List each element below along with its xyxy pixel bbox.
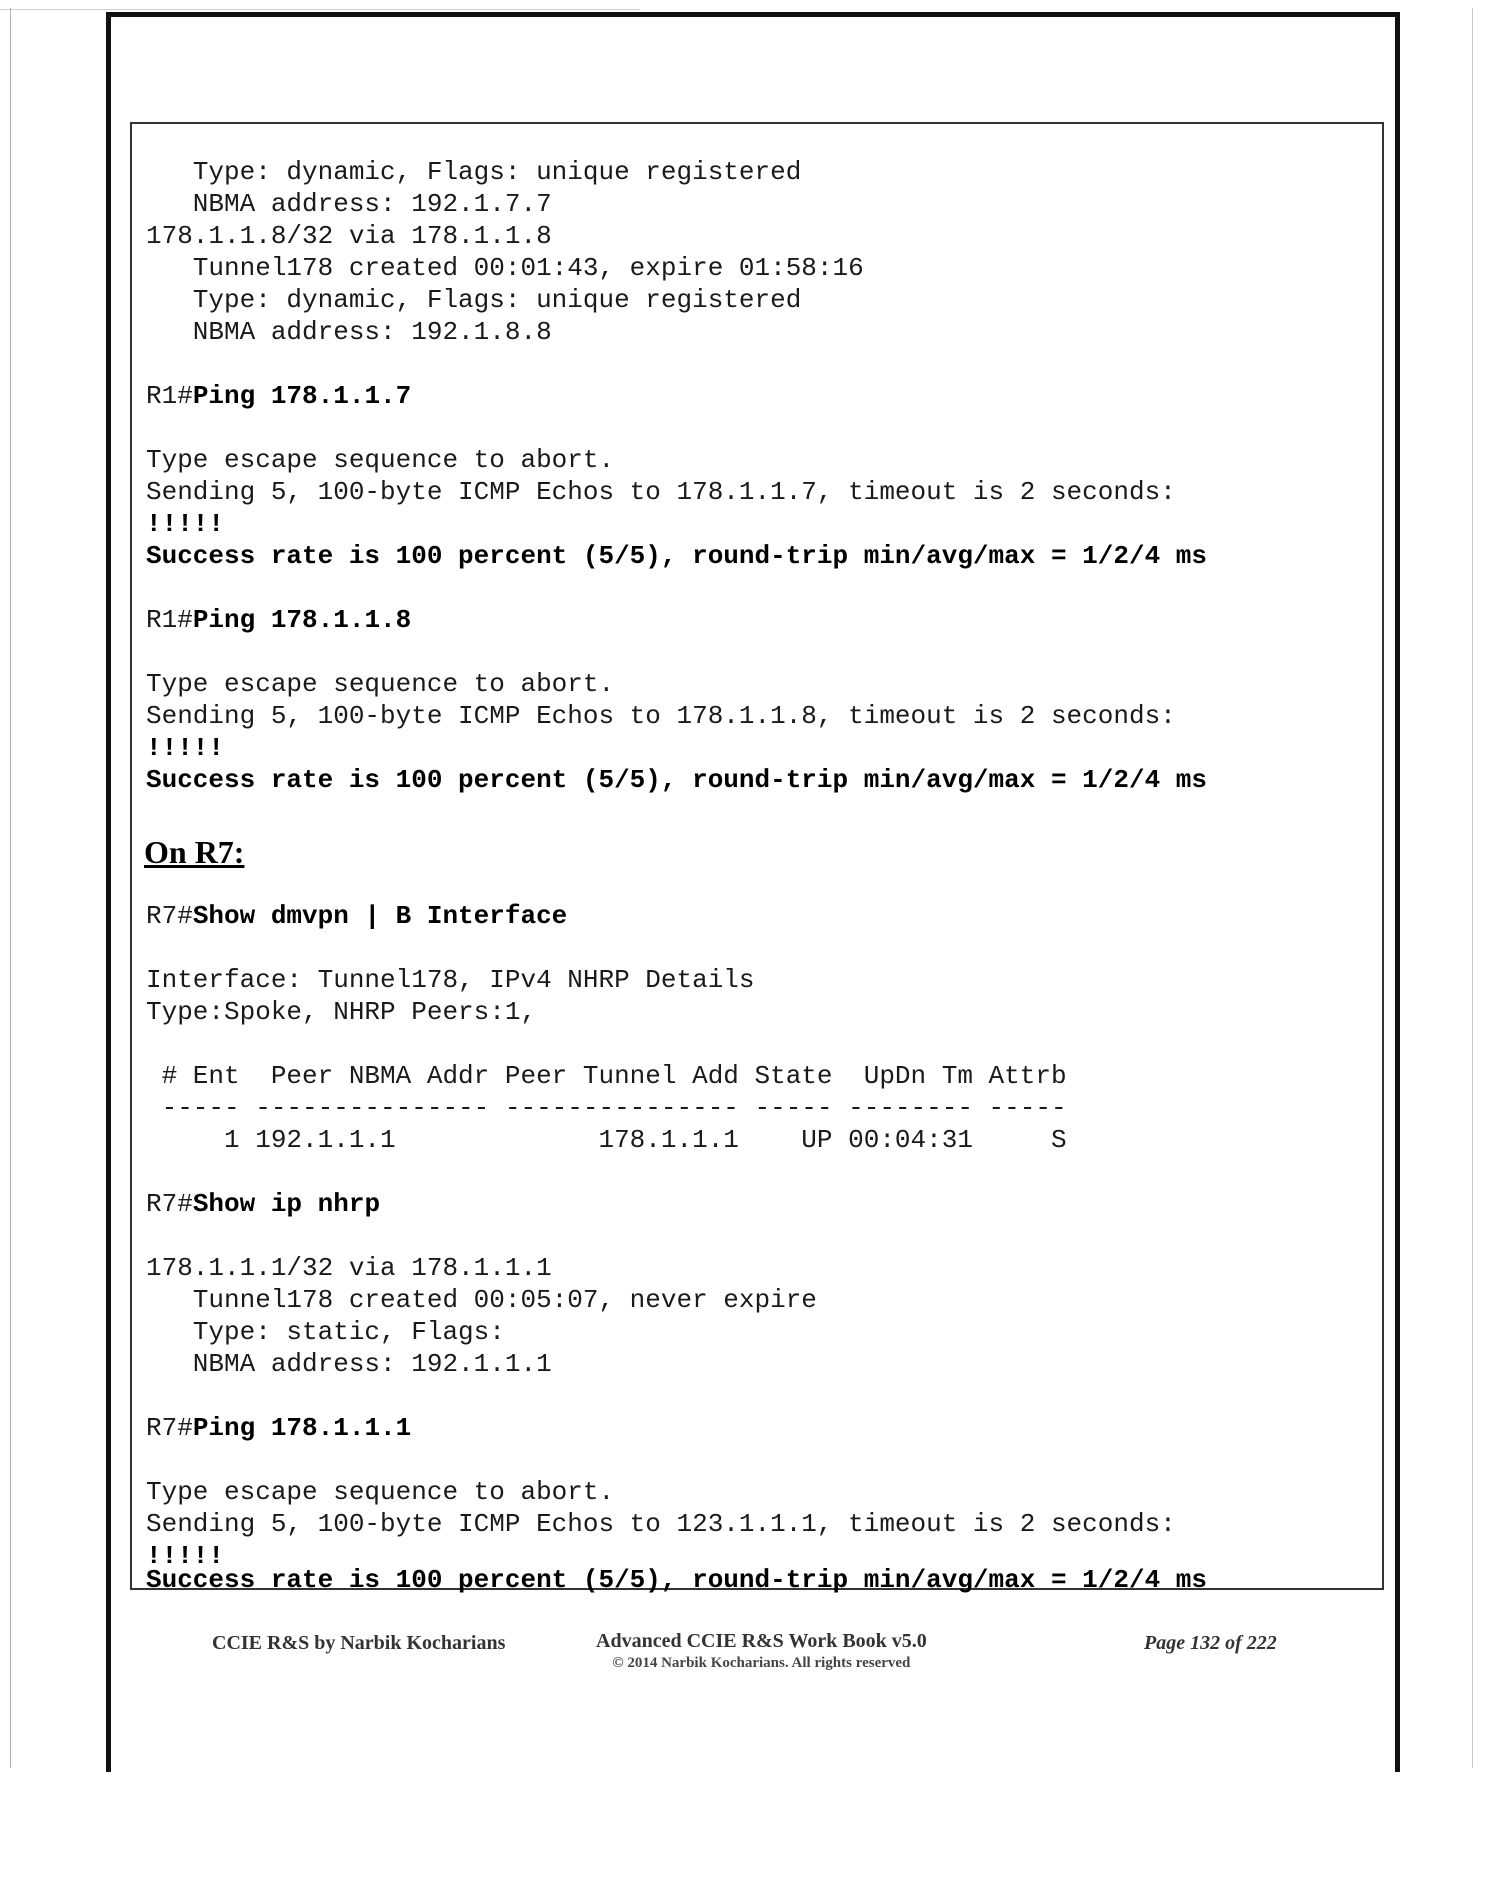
footer-book-title: Advanced CCIE R&S Work Book v5.0 — [596, 1630, 927, 1652]
cli-line: Sending 5, 100-byte ICMP Echos to 178.1.1.8, timeout is 2 seconds: — [146, 701, 1176, 731]
cli-line: Tunnel178 created 00:05:07, never expire — [146, 1285, 817, 1315]
cli-line: 178.1.1.1/32 via 178.1.1.1 — [146, 1253, 552, 1283]
footer-copyright: © 2014 Narbik Kocharians. All rights reserved — [612, 1655, 911, 1671]
cli-ping-result: !!!!! — [146, 509, 225, 539]
cli-line: Type: static, Flags: — [146, 1317, 505, 1347]
cli-success-line: Success rate is 100 percent (5/5), round-trip min/avg/max = 1/2/4 ms — [146, 765, 1207, 795]
cli-success-line: Success rate is 100 percent (5/5), round-trip min/avg/max = 1/2/4 ms — [146, 1565, 1207, 1595]
cli-ping-result: !!!!! — [146, 733, 225, 763]
cli-line: Sending 5, 100-byte ICMP Echos to 123.1.1.1, timeout is 2 seconds: — [146, 1509, 1176, 1539]
cli-line: Type:Spoke, NHRP Peers:1, — [146, 997, 537, 1027]
cli-command: R7#Ping 178.1.1.1 — [146, 1413, 412, 1443]
cli-ping-result: !!!!! — [146, 1541, 225, 1571]
cli-line: 178.1.1.8/32 via 178.1.1.8 — [146, 221, 552, 251]
cli-line: Type: dynamic, Flags: unique registered — [146, 157, 802, 187]
scan-edge-top — [0, 9, 640, 10]
cli-command: R7#Show dmvpn | B Interface — [146, 901, 568, 931]
cli-command: R1#Ping 178.1.1.8 — [146, 605, 412, 635]
cli-line: Tunnel178 created 00:01:43, expire 01:58:16 — [146, 253, 864, 283]
footer-page-number: Page 132 of 222 — [1144, 1632, 1277, 1654]
scan-edge-right — [1472, 8, 1473, 1768]
dmvpn-table-row: 1 192.1.1.1 178.1.1.1 UP 00:04:31 S — [146, 1125, 1067, 1155]
cli-line: Type: dynamic, Flags: unique registered — [146, 285, 802, 315]
dmvpn-table-header: # Ent Peer NBMA Addr Peer Tunnel Add State UpDn Tm Attrb — [146, 1061, 1067, 1091]
cli-line: NBMA address: 192.1.8.8 — [146, 317, 552, 347]
cli-line: Type escape sequence to abort. — [146, 1477, 615, 1507]
section-heading: On R7: — [144, 834, 245, 870]
cli-line: NBMA address: 192.1.1.1 — [146, 1349, 552, 1379]
cli-line: Type escape sequence to abort. — [146, 669, 615, 699]
cli-line: Interface: Tunnel178, IPv4 NHRP Details — [146, 965, 755, 995]
cli-command: R1#Ping 178.1.1.7 — [146, 381, 412, 411]
cli-command: R7#Show ip nhrp — [146, 1189, 381, 1219]
scan-edge-left — [10, 8, 11, 1768]
footer-author: CCIE R&S by Narbik Kocharians — [212, 1632, 506, 1654]
cli-success-line: Success rate is 100 percent (5/5), round-trip min/avg/max = 1/2/4 ms — [146, 541, 1207, 571]
cli-line: Type escape sequence to abort. — [146, 445, 615, 475]
footer-title-block — [596, 1630, 927, 1672]
dmvpn-table-divider: ----- --------------- --------------- ----- -------- ----- — [146, 1093, 1067, 1123]
cli-line: Sending 5, 100-byte ICMP Echos to 178.1.1.7, timeout is 2 seconds: — [146, 477, 1176, 507]
cli-line: NBMA address: 192.1.7.7 — [146, 189, 552, 219]
